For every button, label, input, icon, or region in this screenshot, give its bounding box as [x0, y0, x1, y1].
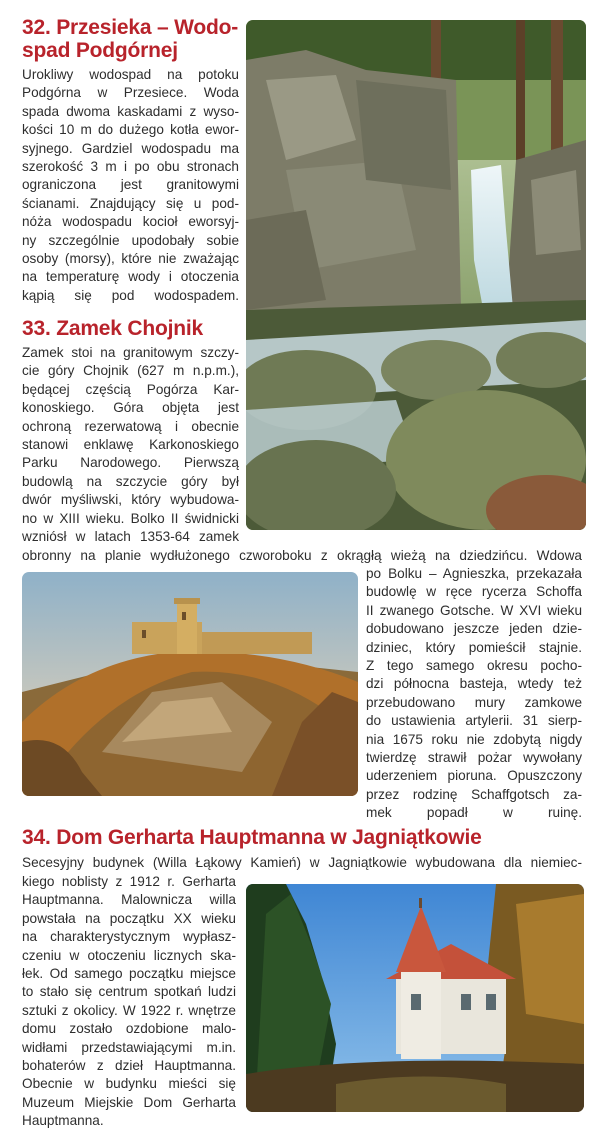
heading-line: 33. Zamek Chojnik	[22, 317, 203, 340]
text-line: przebudowano mury zamkowe	[366, 694, 582, 710]
text-line: nia 1675 roku nie zdobytą nigdy	[366, 731, 582, 747]
text-line: powstała na początku XX wieku	[22, 910, 236, 926]
text-line: cie góry Chojnik (627 m n.p.m.),	[22, 363, 239, 379]
text-line: osoby (morsy), które nie zważając	[22, 251, 239, 267]
section-33-heading	[22, 317, 203, 340]
heading-line: 32. Przesieka – Wodo-	[22, 16, 239, 39]
text-line: to stało się centrum spotkań ludzi	[22, 984, 236, 1000]
text-line: ochroną rezerwatową i obecnie	[22, 418, 239, 434]
text-line: uderzeniem pioruna. Opuszczony	[366, 768, 582, 784]
text-line: konoskiego. Góra objęta jest	[22, 400, 239, 416]
section-34-body	[22, 873, 236, 1131]
text-line: spada dwoma kaskadami z wyso-	[22, 103, 239, 119]
text-line: ścianami. Znajdujący się u pod-	[22, 195, 239, 211]
text-line: będącej częścią Pogórza Kar-	[22, 381, 239, 397]
house-image	[246, 884, 584, 1112]
text-line: przez rodzinę Schaffgotsch za-	[366, 786, 582, 802]
text-line: syjnego. Gardziel wodospadu ma	[22, 140, 239, 156]
text-line: Podgórna w Przesiece. Woda	[22, 85, 239, 101]
text-line: Z tego samego okresu pocho-	[366, 658, 582, 674]
text-line: dobudowano jeszcze jeden dzie-	[366, 621, 582, 637]
text-line: budowlą na szczycie góry był	[22, 473, 239, 489]
section-33-body-right	[366, 565, 582, 823]
text-line: Muzeum Miejskie Dom Gerharta	[22, 1094, 236, 1110]
text-line: do ustawienia artylerii. 31 sierp-	[366, 713, 582, 729]
text-line: dziniec, który pomieścił stajnie.	[366, 639, 582, 655]
text-line: wzniósł w latach 1353-64 zamek	[22, 529, 239, 545]
heading-line: 34. Dom Gerharta Hauptmanna w Jagniątkowie	[22, 826, 482, 849]
text-line: obronny na planie wydłużonego czworoboku z okrągłą wieżą na dziedzińcu. Wdowa	[22, 548, 582, 563]
text-line: łek. Od samego początku miejsce	[22, 966, 236, 982]
section-32-body	[22, 66, 239, 305]
text-line: czeniu w otoczeniu licznych ska-	[22, 947, 236, 963]
text-line: kąpią się pod wodospadem.	[22, 287, 239, 303]
text-line: sztuki z okolicy. W 1922 r. wnętrze	[22, 1002, 236, 1018]
text-line: kości 10 m do dużego kotła ewor-	[22, 122, 239, 138]
section-33-body-full-line	[22, 547, 582, 565]
text-line: budowlę w ręce rycerza Schoffa	[366, 584, 582, 600]
text-line: Secesyjny budynek (Willa Łąkowy Kamień) w Jagniątkowie wybudowana dla niemiec-	[22, 855, 582, 870]
text-line: dwór myśliwski, który wybudowa-	[22, 492, 239, 508]
text-line: bohaterów z dzieł Hauptmanna.	[22, 1058, 236, 1074]
text-line: Zamek stoi na granitowym szczy-	[22, 345, 239, 360]
text-line: na temperaturę wody i otoczenia	[22, 269, 239, 285]
text-line: Hauptmanna.	[22, 1113, 104, 1129]
text-line: nóża wodospadu kocioł eworsyj-	[22, 214, 239, 230]
text-line: szerokość 3 m i po obu stronach	[22, 159, 239, 175]
section-34-heading	[22, 826, 482, 849]
text-line: dzi północna basteja, wtedy też	[366, 676, 582, 692]
section-33-body-narrow	[22, 344, 239, 546]
text-line: Obecnie w budynku mieści się	[22, 1076, 236, 1092]
text-line: Urokliwy wodospad na potoku	[22, 67, 239, 82]
waterfall-image	[246, 20, 586, 530]
text-line: na charakterystycznym wypłasz-	[22, 929, 236, 945]
text-line: kiego noblisty z 1912 r. Gerharta	[22, 874, 236, 889]
text-line: Hauptmanna. Malownicza willa	[22, 892, 236, 908]
text-line: ograniczona jest granitowymi	[22, 177, 239, 193]
section-32-heading	[22, 16, 238, 62]
castle-image	[22, 572, 358, 796]
castle-photo	[22, 572, 358, 796]
text-line: twierdzę strawił pożar wywołany	[366, 750, 582, 766]
house-photo	[246, 884, 584, 1112]
text-line: no w XIII wieku. Bolko II świdnicki	[22, 510, 239, 526]
text-line: Parku Narodowego. Pierwszą	[22, 455, 239, 471]
text-line: po Bolku – Agnieszka, przekazała	[366, 566, 582, 581]
text-line: domu zostało ozdobione malo-	[22, 1021, 236, 1037]
heading-line: spad Podgórnej	[22, 39, 178, 62]
text-line: ny szczególnie upodobały sobie	[22, 232, 239, 248]
text-line: stanowi enklawę Karkonoskiego	[22, 437, 239, 453]
text-line: widłami przedstawiającymi m.in.	[22, 1039, 236, 1055]
text-line: II zwanego Gotsche. W XVI wieku	[366, 602, 582, 618]
section-34-body-full-line	[22, 854, 582, 872]
waterfall-photo	[246, 20, 586, 530]
text-line: mek popadł w ruinę.	[366, 805, 582, 821]
